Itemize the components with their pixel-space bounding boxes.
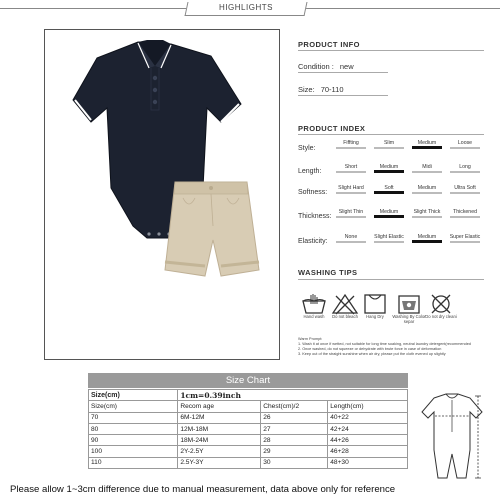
table-cell: 12M-18M [178, 423, 261, 434]
elasticity-option: Medium [417, 234, 437, 240]
highlights-title: HIGHLIGHTS [219, 3, 273, 12]
length-scale [333, 164, 485, 172]
condition-underline [298, 72, 388, 73]
elasticity-bar [336, 241, 366, 243]
warm-prompt-title: Warm Prompt: [298, 337, 323, 341]
table-cell: 29 [261, 446, 328, 457]
washing-tips-title: WASHING TIPS [298, 268, 358, 277]
wash-by-color-label: Washing By Color separ [392, 314, 426, 324]
table-row [89, 435, 408, 446]
table-column-row [89, 401, 408, 412]
warm-prompt-line: 3. Keep out of the straight sunshine when air dry, please put the cloth evened up slightly [298, 352, 446, 357]
measurement-note: Please allow 1~3cm difference due to manual measurement, data above only for reference [10, 484, 396, 495]
style-bar [450, 147, 480, 149]
length-bar [450, 171, 480, 173]
table-cell: 70 [89, 412, 178, 423]
size-chart-title: Size Chart [225, 375, 271, 386]
softness-option: Medium [417, 185, 437, 191]
product-photo [45, 30, 279, 359]
softness-bar [412, 192, 442, 194]
thickness-bar [412, 216, 442, 218]
style-option: Medium [417, 140, 437, 146]
size-label: Size: [298, 85, 315, 94]
no-bleach-label: Do not bleach [332, 314, 358, 319]
condition-row [298, 62, 354, 71]
table-row [89, 423, 408, 434]
no-bleach-icon [330, 293, 360, 315]
table-cell: 30 [261, 457, 328, 468]
product-index-title: PRODUCT INDEX [298, 124, 366, 133]
table-header-cell: Size(cm) [89, 390, 178, 401]
table-cell: 28 [261, 435, 328, 446]
table-cell: 100 [89, 446, 178, 457]
no-dry-clean-label: Do not dry cleani [425, 314, 457, 319]
length-bar [412, 171, 442, 173]
size-chart-table [88, 389, 408, 469]
table-cell: 44+26 [328, 435, 408, 446]
table-cell: 90 [89, 435, 178, 446]
elasticity-label: Elasticity: [298, 238, 328, 245]
elasticity-bar-selected [412, 240, 442, 243]
hand-wash-label: Hand wash [303, 314, 325, 319]
softness-option: Soft [384, 185, 394, 191]
table-column-header: Recom age [178, 401, 261, 412]
table-cell: 110 [89, 457, 178, 468]
hang-dry-label: Hang Dry [366, 314, 384, 319]
softness-option: Ultra Soft [454, 185, 476, 191]
khaki-shorts-image [165, 182, 259, 276]
style-bar-selected [412, 146, 442, 149]
table-cell: 27 [261, 423, 328, 434]
table-cell: 80 [89, 423, 178, 434]
elasticity-bar [450, 241, 480, 243]
elasticity-scale [333, 234, 485, 242]
thickness-option: Thickened [453, 209, 477, 215]
thickness-bar [450, 216, 480, 218]
thickness-label: Thickness: [298, 213, 332, 220]
warm-prompt-line: 1. Wash it at once if wetted, not suitable for long time soaking, neutral laundry detergent(recommended [298, 342, 471, 347]
thickness-option: Slight Thin [338, 209, 364, 215]
measurement-diagram [412, 392, 492, 482]
product-info-divider [298, 50, 484, 51]
elasticity-bar [374, 241, 404, 243]
softness-scale [333, 185, 485, 193]
table-row [89, 457, 408, 468]
warm-prompt [298, 337, 488, 357]
wash-by-color-icon [394, 293, 424, 315]
product-photo-frame [44, 29, 280, 360]
hand-wash-icon [299, 293, 329, 315]
thickness-bar [336, 216, 366, 218]
softness-bar-selected [374, 191, 404, 194]
table-cell: 18M-24M [178, 435, 261, 446]
style-label: Style: [298, 145, 316, 152]
thickness-scale [333, 209, 485, 217]
style-option: Fiffting [343, 140, 359, 146]
table-cell: 48+30 [328, 457, 408, 468]
style-option: Slim [383, 140, 395, 146]
length-bar [336, 171, 366, 173]
thickness-option: Medium [379, 209, 399, 215]
table-header-row [89, 390, 408, 401]
style-bar [336, 147, 366, 149]
table-column-header: Chest(cm)/2 [261, 401, 328, 412]
style-option: Loose [457, 140, 473, 146]
hang-dry-icon [360, 293, 390, 315]
softness-label: Softness: [298, 189, 328, 196]
product-index-divider [298, 134, 484, 135]
softness-option: Slight Hard [338, 185, 364, 191]
softness-bar [336, 192, 366, 194]
warm-prompt-line: 2. Once washed, do not squeeze or dehydrate with brute force in case of deformation [298, 347, 442, 352]
length-option: Midi [422, 164, 432, 170]
thickness-bar-selected [374, 215, 404, 218]
condition-label: Condition : [298, 62, 334, 71]
table-cell: 26 [261, 412, 328, 423]
style-bar [374, 147, 404, 149]
table-cell: 2Y-2.5Y [178, 446, 261, 457]
no-dry-clean-icon [426, 293, 456, 315]
unit-conversion: 1cm=0.39inch [178, 390, 408, 401]
table-row [89, 446, 408, 457]
elasticity-option: None [344, 234, 358, 240]
table-cell: 42+24 [328, 423, 408, 434]
table-cell: 40+22 [328, 412, 408, 423]
table-cell: 2.5Y-3Y [178, 457, 261, 468]
style-scale [333, 140, 485, 148]
length-label: Length: [298, 168, 322, 175]
length-option: Medium [379, 164, 399, 170]
length-option: Long [459, 164, 471, 170]
elasticity-option: Super Elastic [449, 234, 481, 240]
product-info-title: PRODUCT INFO [298, 40, 360, 49]
elasticity-option: Slight Elastic [374, 234, 404, 240]
table-column-header: Size(cm) [89, 401, 178, 412]
length-option: Short [344, 164, 358, 170]
size-row [298, 85, 343, 94]
table-column-header: Length(cm) [328, 401, 408, 412]
washing-tips-divider [298, 279, 484, 280]
size-value: 70-110 [320, 85, 344, 94]
thickness-option: Slight Thick [413, 209, 441, 215]
size-underline [298, 95, 388, 96]
condition-value: new [339, 62, 354, 71]
table-cell: 6M-12M [178, 412, 261, 423]
table-cell: 46+28 [328, 446, 408, 457]
softness-bar [450, 192, 480, 194]
size-chart-header [88, 373, 408, 388]
table-row [89, 412, 408, 423]
length-bar-selected [374, 170, 404, 173]
